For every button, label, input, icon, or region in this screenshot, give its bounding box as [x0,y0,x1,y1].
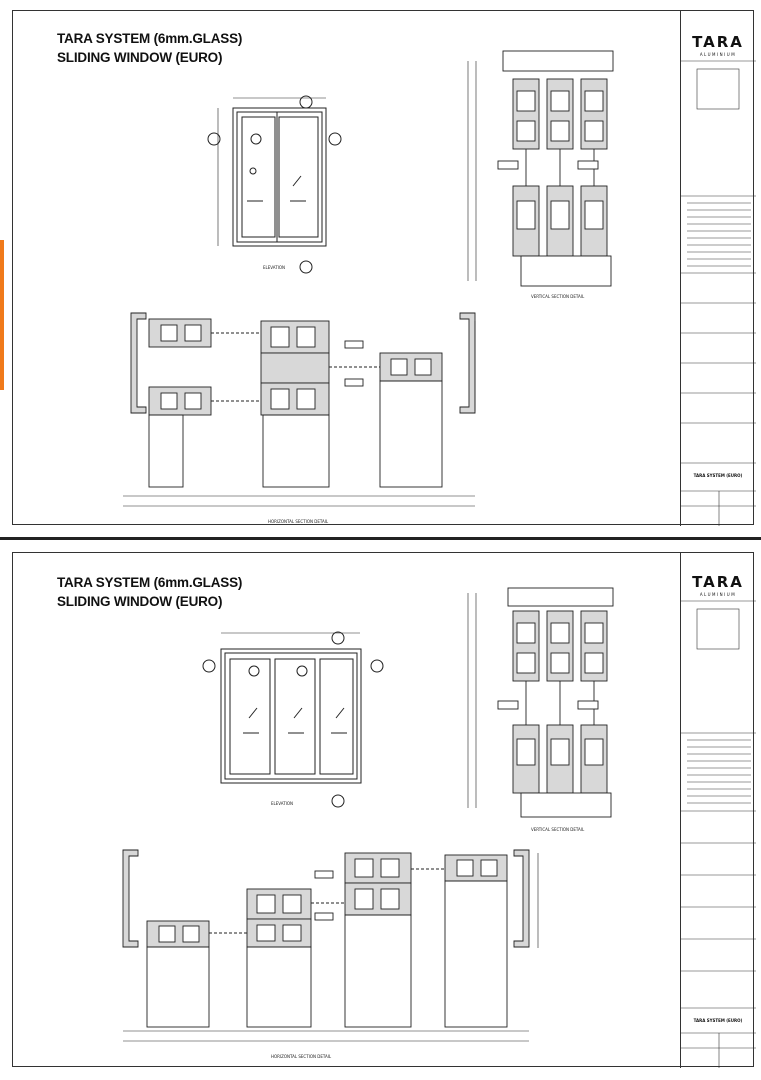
title-line-1: TARA SYSTEM (6mm.GLASS) [57,31,243,46]
elevation-label: ELEVATION [271,801,293,806]
orange-edge-mark [0,240,4,390]
horizontal-section-label: HORIZONTAL SECTION DETAIL [271,1054,332,1059]
horizontal-section-label: HORIZONTAL SECTION DETAIL [268,519,329,524]
brand-subtitle: ALUMINIUM [699,52,737,57]
brand-logo: TARA [692,573,744,591]
title-line-2: SLIDING WINDOW (EURO) [57,50,223,65]
sheet-divider [0,537,761,540]
title-line-2: SLIDING WINDOW (EURO) [57,594,223,609]
project-name: TARA SYSTEM (EURO) [693,1018,743,1023]
project-name: TARA SYSTEM (EURO) [693,473,743,478]
title-block [680,11,755,526]
vertical-section-label: VERTICAL SECTION DETAIL [531,294,585,299]
drawing-sheet-2 [12,552,754,1067]
vertical-section-label: VERTICAL SECTION DETAIL [531,827,585,832]
elevation-view [208,96,341,273]
brand-subtitle: ALUMINIUM [699,592,737,597]
elevation-view [203,632,383,807]
title-block-grid [681,553,756,1068]
horizontal-section-view [123,313,475,506]
elevation-label: ELEVATION [263,265,285,270]
brand-logo: TARA [692,33,744,51]
vertical-section-view [468,51,613,286]
title-block [680,553,755,1068]
vertical-section-view [468,588,613,817]
title-block-grid [681,11,756,526]
cad-drawing [13,11,680,526]
cad-drawing [13,553,680,1068]
horizontal-section-view [123,850,538,1041]
title-line-1: TARA SYSTEM (6mm.GLASS) [57,575,243,590]
drawing-sheet-1 [12,10,754,525]
